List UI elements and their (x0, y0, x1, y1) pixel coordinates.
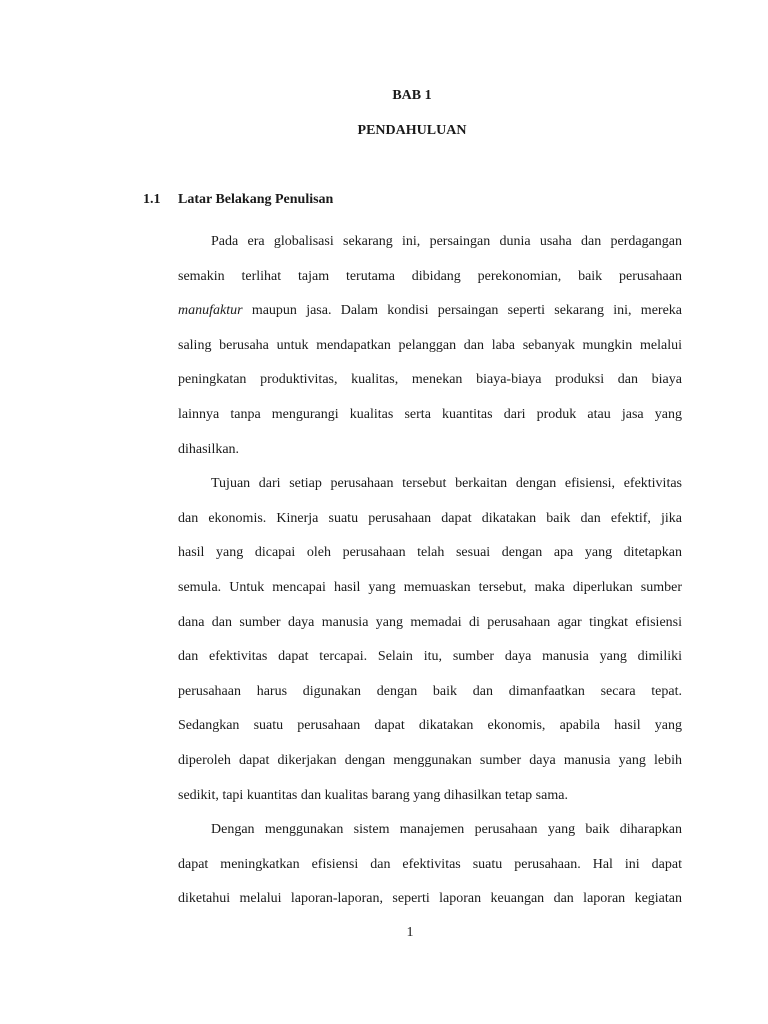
paragraph-line: semakin terlihat tajam terutama dibidang perekonomian, baik perusahaan (178, 268, 682, 284)
paragraph-line: Tujuan dari setiap perusahaan tersebut berkaitan dengan efisiensi, efektivitas (211, 476, 682, 492)
paragraph-line: saling berusaha untuk mendapatkan pelanggan dan laba sebanyak mungkin melalui (178, 337, 682, 353)
paragraph-2 (178, 467, 682, 813)
paragraph-line: sedikit, tapi kuantitas dan kualitas barang yang dihasilkan tetap sama. (178, 787, 568, 803)
paragraph-line: hasil yang dicapai oleh perusahaan telah sesuai dengan apa yang ditetapkan (178, 545, 682, 561)
paragraph-line: Dengan menggunakan sistem manajemen perusahaan yang baik diharapkan (211, 822, 682, 838)
chapter-number: BAB 1 (392, 88, 432, 103)
paragraph-line: diperoleh dapat dikerjakan dengan menggunakan sumber daya manusia yang lebih (178, 752, 682, 768)
chapter-title: PENDAHULUAN (357, 123, 467, 138)
section-heading (143, 192, 333, 208)
section-title: Latar Belakang Penulisan (178, 192, 334, 207)
paragraph-3 (178, 813, 682, 917)
paragraph-line-rest: maupun jasa. Dalam kondisi persaingan seperti sekarang ini, mereka (251, 303, 682, 319)
paragraph-line: diketahui melalui laporan-laporan, seperti laporan keuangan dan laporan kegiatan (178, 891, 682, 907)
paragraph-line: dapat meningkatkan efisiensi dan efektivitas suatu perusahaan. Hal ini dapat (178, 856, 682, 872)
paragraph-line: dihasilkan. (178, 441, 240, 457)
paragraph-line: Pada era globalisasi sekarang ini, persaingan dunia usaha dan perdagangan (211, 234, 682, 249)
paragraph-line (178, 294, 682, 329)
paragraph-line: peningkatan produktivitas, kualitas, menekan biaya-biaya produksi dan biaya (178, 372, 682, 388)
paragraph-line: dana dan sumber daya manusia yang memadai di perusahaan agar tingkat efisiensi (178, 614, 682, 630)
italic-term: manufaktur (178, 303, 243, 319)
paragraph-1 (178, 225, 682, 467)
paragraph-line: lainnya tanpa mengurangi kualitas serta kuantitas dari produk atau jasa yang (178, 406, 682, 422)
paragraph-line: perusahaan harus digunakan dengan baik dan dimanfaatkan secara tepat. (178, 683, 682, 699)
body-text (178, 225, 682, 917)
paragraph-line: semula. Untuk mencapai hasil yang memuaskan tersebut, maka diperlukan sumber (178, 579, 682, 595)
paragraph-line: dan ekonomis. Kinerja suatu perusahaan dapat dikatakan baik dan efektif, jika (178, 510, 682, 526)
page-number: 1 (406, 925, 414, 940)
paragraph-line: dan efektivitas dapat tercapai. Selain itu, sumber daya manusia yang dimiliki (178, 649, 682, 665)
section-number: 1.1 (143, 192, 161, 207)
paragraph-line: Sedangkan suatu perusahaan dapat dikatakan ekonomis, apabila hasil yang (178, 718, 682, 734)
